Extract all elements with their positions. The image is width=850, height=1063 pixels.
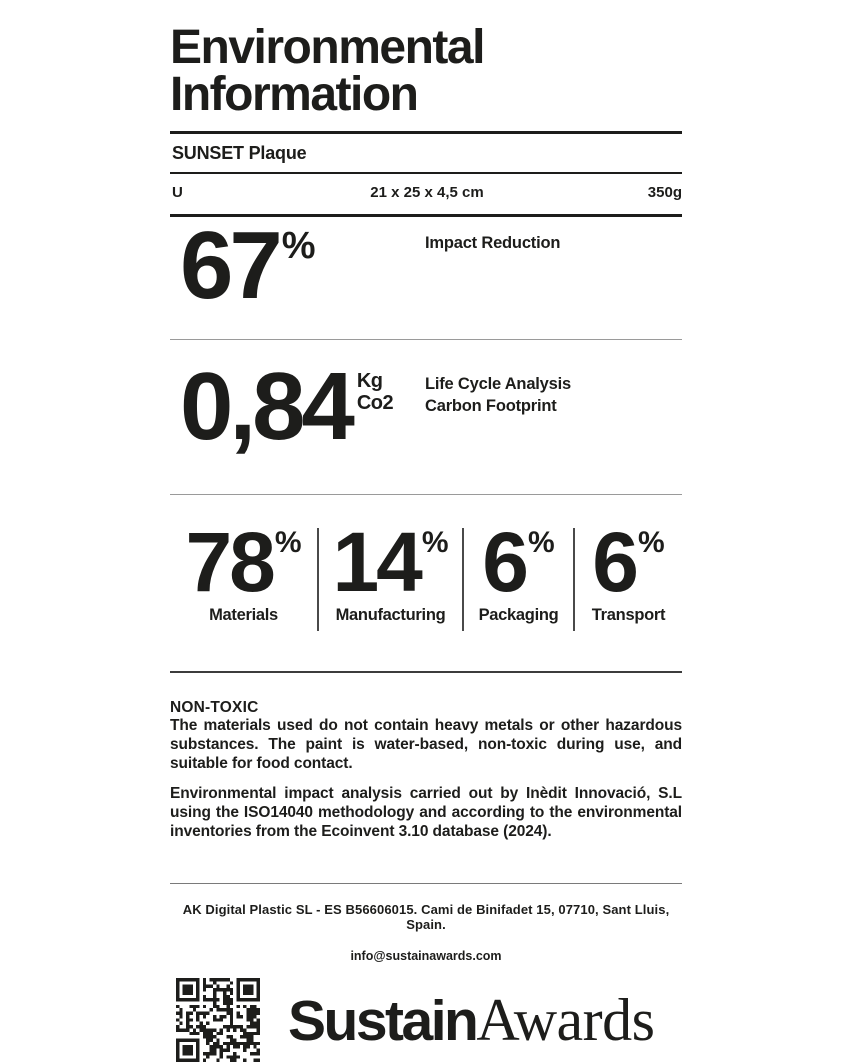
product-name: SUNSET Plaque xyxy=(172,143,307,164)
breakdown-transport-value-group xyxy=(592,515,665,610)
carbon-footprint-value-group xyxy=(170,353,425,461)
impact-reduction-label: Impact Reduction xyxy=(425,234,561,253)
product-dimensions: 21 x 25 x 4,5 cm xyxy=(370,184,484,202)
breakdown-materials-percent-sign: % xyxy=(274,526,302,560)
breakdown-packaging-value-group xyxy=(482,515,555,610)
product-spec-row xyxy=(170,174,682,214)
breakdown-packaging-value: 6 xyxy=(482,515,527,610)
breakdown-packaging-label: Packaging xyxy=(478,605,559,624)
breakdown-manufacturing-value: 14 xyxy=(332,515,420,610)
carbon-footprint-value: 0,84 xyxy=(180,353,351,461)
breakdown-materials-value-group xyxy=(185,515,302,610)
breakdown-transport xyxy=(575,515,682,671)
breakdown-manufacturing-percent-sign: % xyxy=(421,526,449,560)
impact-reduction-percent-sign: % xyxy=(281,225,316,268)
impact-reduction-section xyxy=(170,212,682,339)
page-title xyxy=(170,21,682,122)
nontoxic-heading: NON-TOXIC xyxy=(170,699,259,717)
breakdown-materials-value: 78 xyxy=(185,515,273,610)
breakdown-packaging xyxy=(464,515,573,671)
carbon-footprint-label-line1: Life Cycle Analysis xyxy=(425,375,571,394)
environmental-info-sheet xyxy=(170,0,682,1062)
methodology-paragraph: Environmental impact analysis carried out by Inèdit Innovació, S.L using the ISO14040 methodology and according to the environmental inventories from the Ecoinvent 3.10 database (2024). xyxy=(170,784,682,840)
breakdown-manufacturing xyxy=(319,515,462,671)
notes-section xyxy=(170,673,682,883)
carbon-footprint-section xyxy=(170,340,682,494)
logo-sustain-wordmark: Sustain xyxy=(288,988,477,1053)
breakdown-materials xyxy=(170,515,317,671)
company-info: AK Digital Plastic SL - ES B56606015. Cami de Binifadet 15, 07710, Sant Lluis, Spain. xyxy=(182,902,670,933)
breakdown-manufacturing-value-group xyxy=(332,515,449,610)
page-title-line2: Information xyxy=(170,68,418,122)
contact-email: info@sustainawards.com xyxy=(350,949,502,964)
breakdown-materials-label: Materials xyxy=(209,605,278,624)
nontoxic-paragraph: The materials used do not contain heavy metals or other hazardous substances. The paint is water-based, non-toxic during use, and suitable for food contact. xyxy=(170,717,682,772)
product-weight: 350g xyxy=(647,184,682,202)
breakdown-transport-label: Transport xyxy=(591,605,666,624)
impact-reduction-value-group xyxy=(170,212,425,320)
product-unit: U xyxy=(172,184,183,202)
carbon-footprint-unit-kg: Kg xyxy=(356,370,383,393)
sustain-awards-logo xyxy=(288,986,655,1055)
carbon-footprint-units xyxy=(357,370,393,414)
carbon-footprint-label-line2: Carbon Footprint xyxy=(425,397,557,416)
logo-awards-wordmark: Awards xyxy=(476,986,655,1053)
divider-footer xyxy=(170,883,682,884)
breakdown-transport-value: 6 xyxy=(592,515,637,610)
qr-code xyxy=(176,978,260,1062)
page-title-line1: Environmental xyxy=(170,21,484,74)
breakdown-transport-percent-sign: % xyxy=(638,526,665,560)
carbon-footprint-unit-co2: Co2 xyxy=(356,392,394,415)
impact-breakdown-section xyxy=(170,495,682,671)
brand-footer xyxy=(170,978,682,1062)
breakdown-packaging-percent-sign: % xyxy=(528,526,555,560)
breakdown-manufacturing-label: Manufacturing xyxy=(335,605,446,624)
impact-reduction-value: 67 xyxy=(180,212,279,320)
carbon-footprint-label xyxy=(425,373,571,418)
